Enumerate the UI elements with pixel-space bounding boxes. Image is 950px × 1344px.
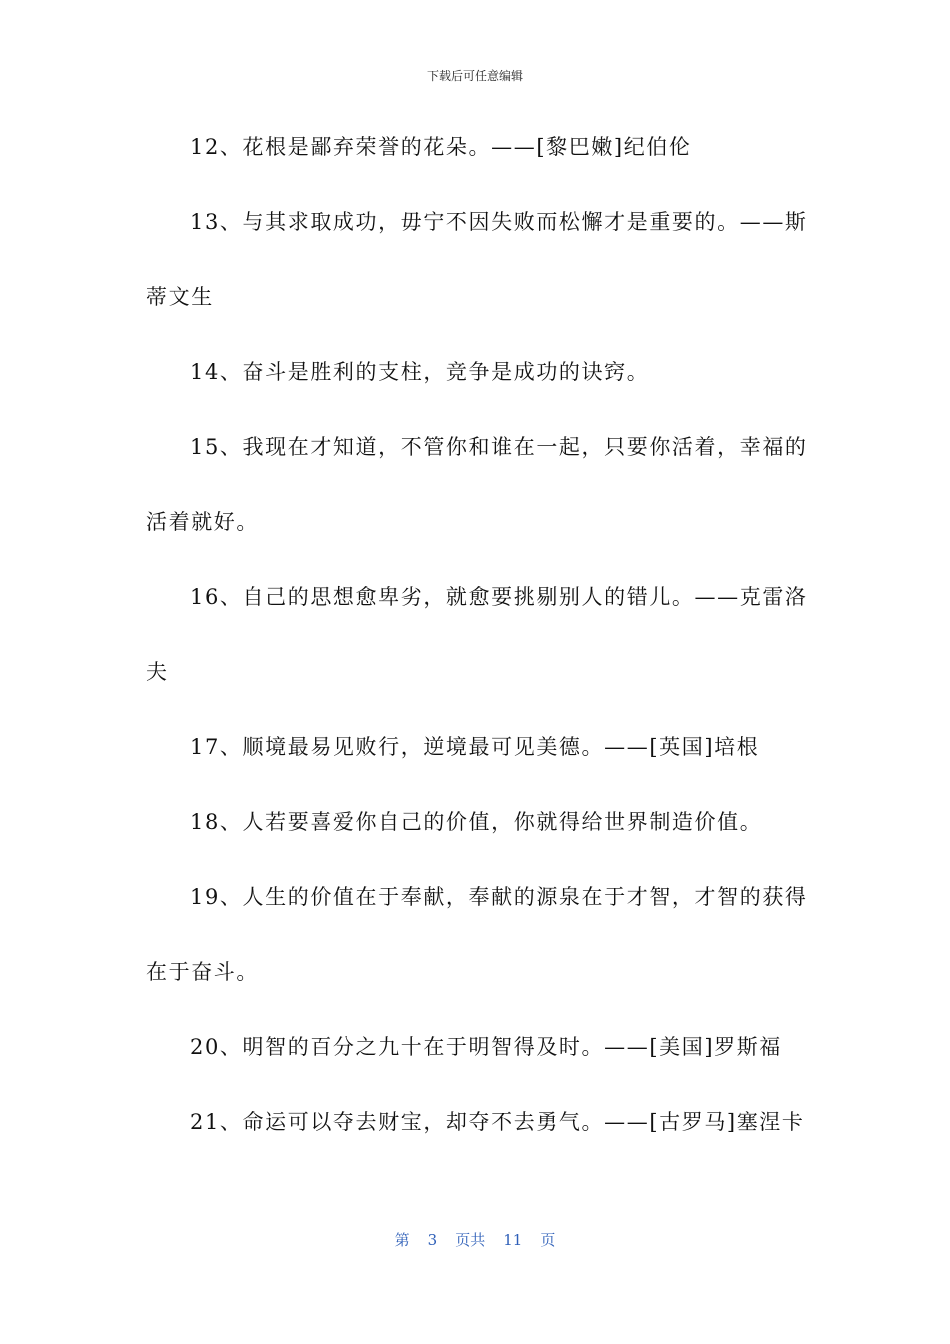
total-pages: 11 bbox=[503, 1231, 523, 1249]
quote-list bbox=[146, 128, 806, 1178]
text-line: 活着就好。 bbox=[146, 510, 259, 534]
page-label-suffix: 页 bbox=[540, 1231, 556, 1249]
text-line: 12、花根是鄙弃荣誉的花朵。——[黎巴嫩]纪伯伦 bbox=[190, 135, 692, 159]
page-number: 3 bbox=[427, 1231, 438, 1249]
text-line: 在于奋斗。 bbox=[146, 960, 259, 984]
page-header: 下载后可任意编辑 bbox=[426, 69, 523, 83]
text-line: 16、自己的思想愈卑劣，就愈要挑剔别人的错儿。——克雷洛 bbox=[190, 585, 808, 609]
text-line: 14、奋斗是胜利的支柱，竞争是成功的诀窍。 bbox=[190, 360, 650, 384]
text-line: 蒂文生 bbox=[146, 285, 214, 309]
text-line: 17、顺境最易见败行，逆境最可见美德。——[英国]培根 bbox=[190, 735, 760, 759]
page-label-prefix: 第 bbox=[394, 1231, 410, 1249]
text-line: 20、明智的百分之九十在于明智得及时。——[美国]罗斯福 bbox=[190, 1035, 782, 1059]
text-line: 15、我现在才知道，不管你和谁在一起，只要你活着，幸福的 bbox=[190, 435, 808, 459]
text-line: 21、命运可以夺去财宝，却夺不去勇气。——[古罗马]塞涅卡 bbox=[190, 1110, 805, 1134]
text-line: 18、人若要喜爱你自己的价值，你就得给世界制造价值。 bbox=[190, 810, 763, 834]
page-label-mid: 页共 bbox=[455, 1231, 486, 1249]
text-line: 夫 bbox=[146, 660, 169, 684]
text-line: 13、与其求取成功，毋宁不因失败而松懈才是重要的。——斯 bbox=[190, 210, 808, 234]
text-line: 19、人生的价值在于奉献，奉献的源泉在于才智，才智的获得 bbox=[190, 885, 808, 909]
page-footer bbox=[0, 1229, 950, 1250]
